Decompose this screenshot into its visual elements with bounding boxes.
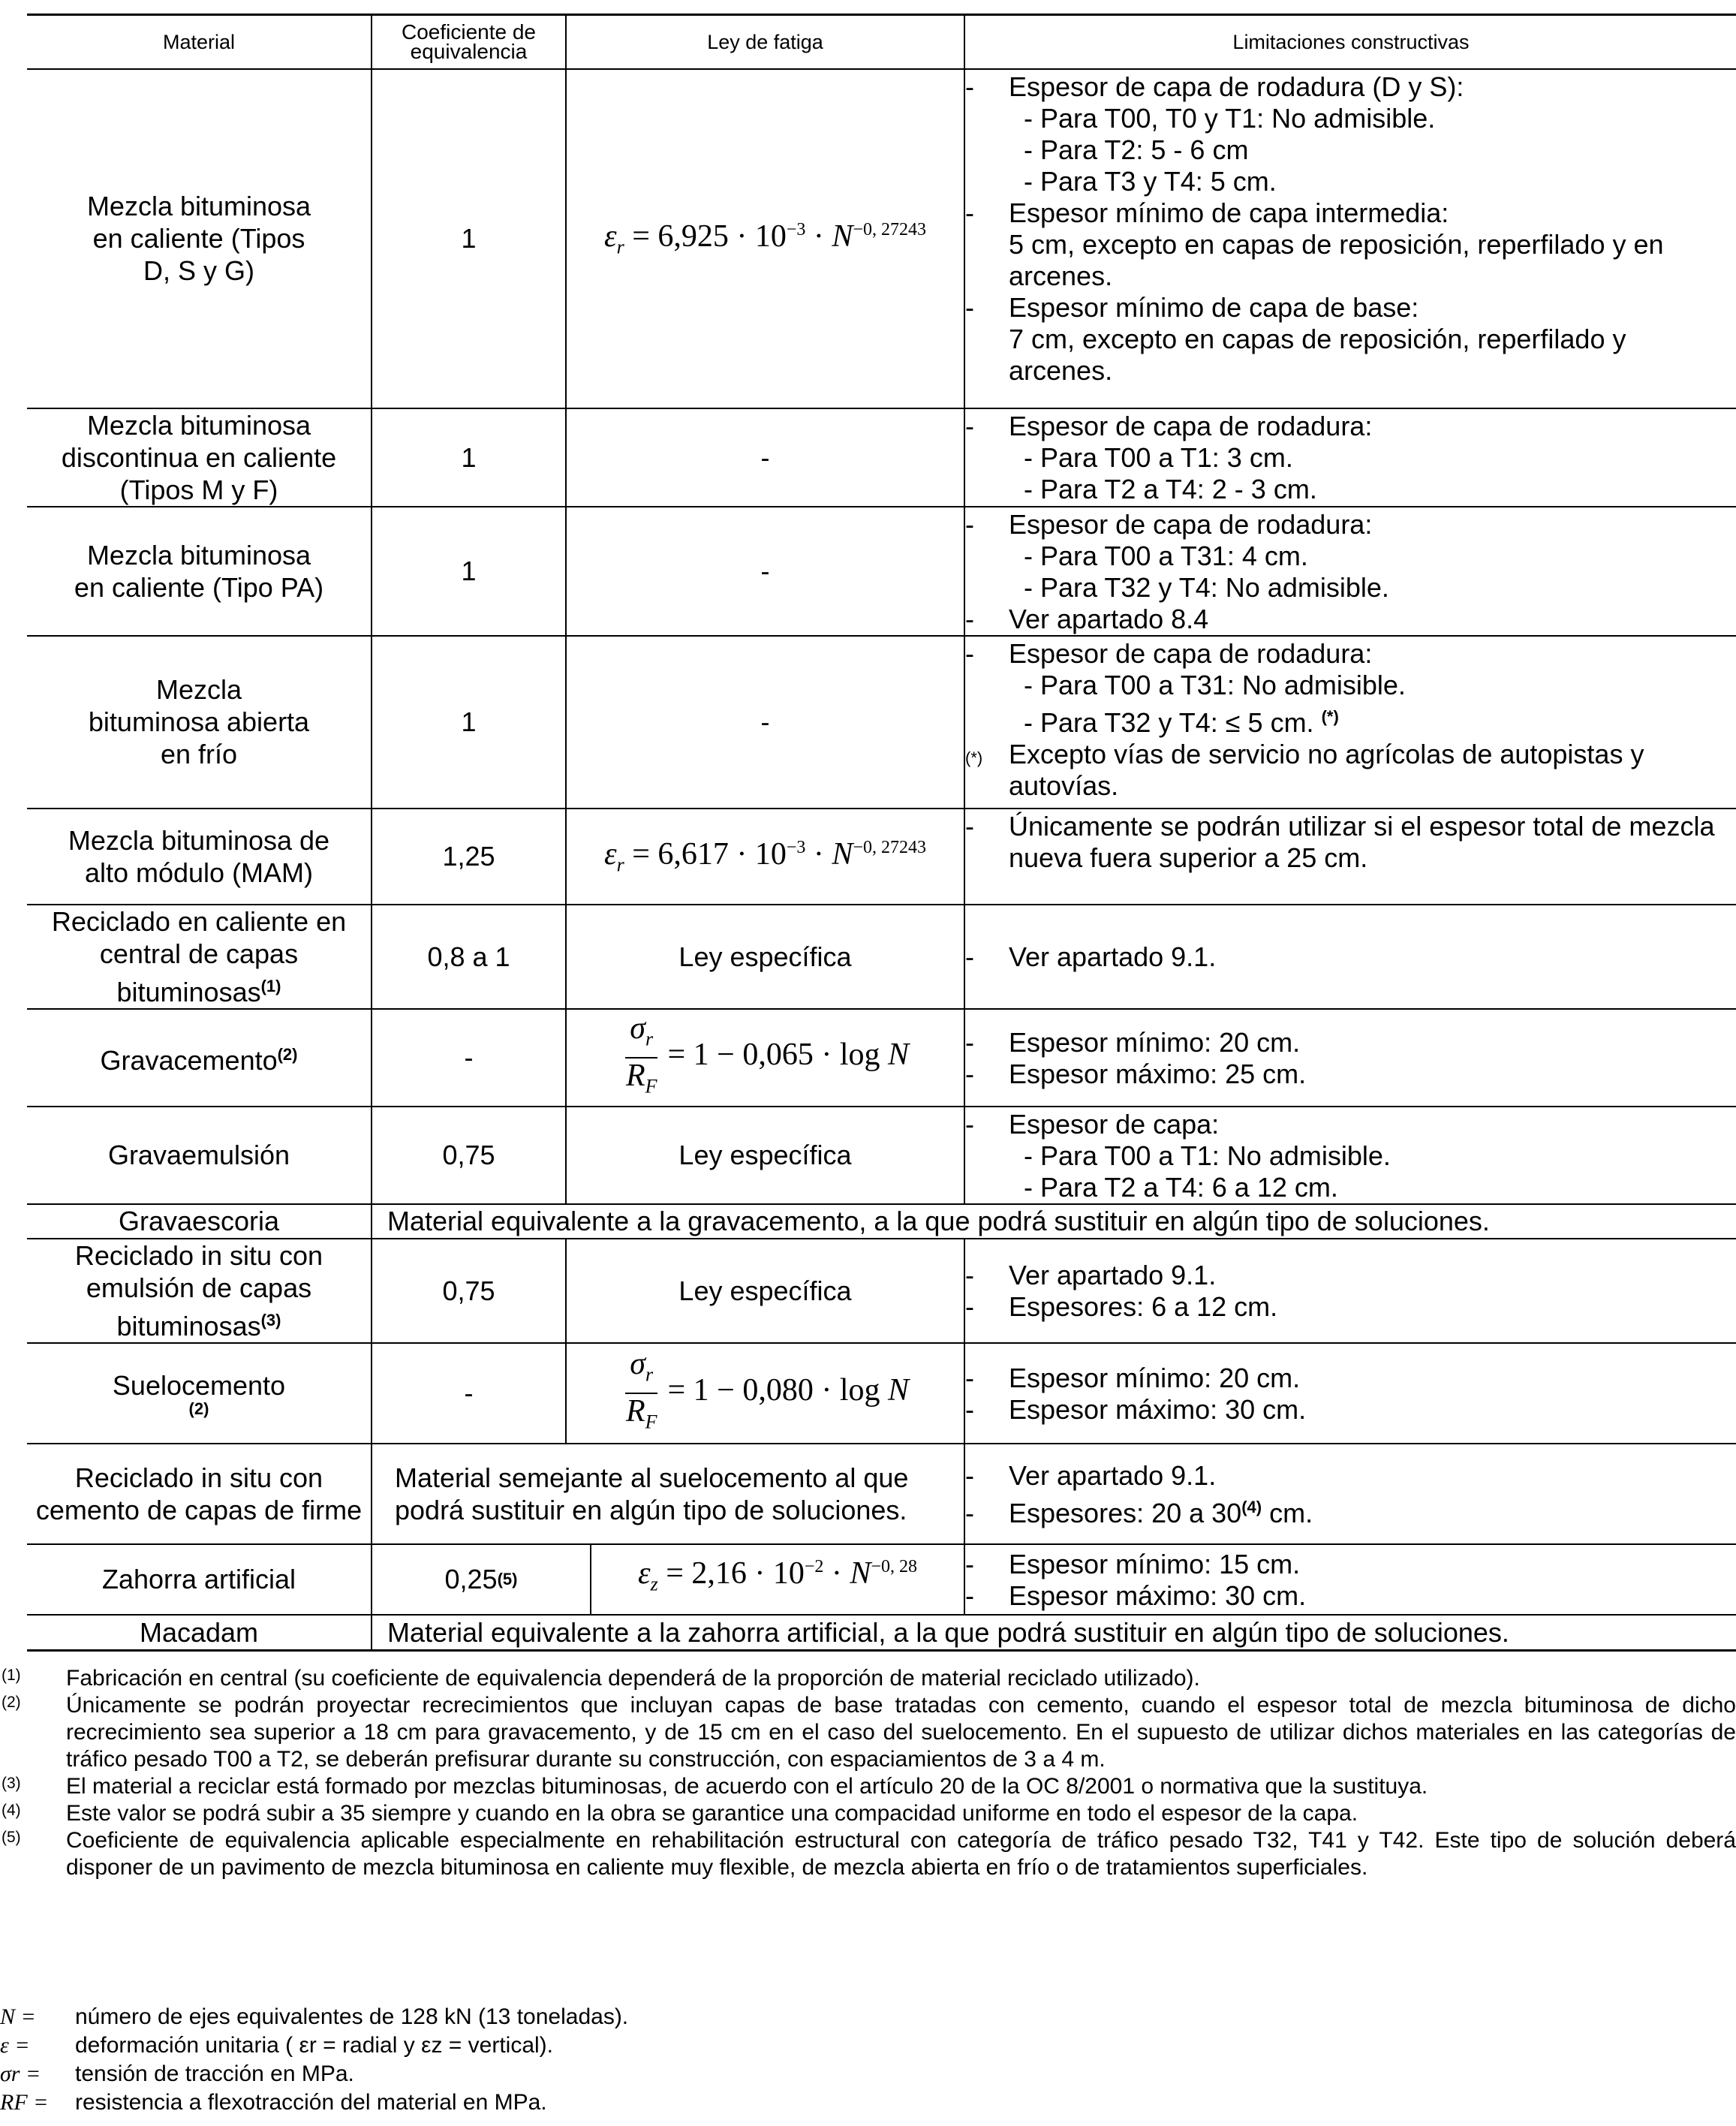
material-cell: Mezcla bituminosa discontinua en caliente (Tipos M y F) bbox=[27, 408, 372, 507]
footnote-text: Fabricación en central (su coeficiente de equivalencia dependerá de la proporción de material reciclado utilizado). bbox=[66, 1666, 1200, 1691]
limitation-line: 5 cm, excepto en capas de reposición, reperfilado y en arcenes. bbox=[1009, 228, 1664, 291]
table-row bbox=[27, 1009, 1736, 1107]
table-row bbox=[27, 1107, 1736, 1204]
definition-symbol: RF = bbox=[0, 2090, 49, 2115]
limitations-cell: - Espesor de capa de rodadura: - Para T00 a T31: No admisible. - Para T32 y T4: ≤ 5 cm. (*) (*) Excepto vías de servicio no agrícolas de autopistas y autovías. bbox=[964, 636, 1736, 809]
footnote bbox=[0, 1692, 1736, 1773]
span-cell: Material semejante al suelocemento al que podrá sustituir en algún tipo de soluciones. bbox=[372, 1444, 964, 1544]
fatigue-law-cell: - bbox=[566, 408, 964, 507]
definition-symbol: N = bbox=[0, 2004, 36, 2029]
limitation-line: - Para T00 a T31: No admisible. bbox=[1024, 669, 1406, 700]
fatigue-law-cell: - bbox=[566, 636, 964, 809]
limitation-line: Espesor de capa de rodadura: bbox=[1009, 508, 1373, 540]
footnote bbox=[0, 1773, 1736, 1800]
material-name: Reciclado in situ con emulsión de capas bituminosas bbox=[74, 1239, 323, 1342]
limitation-line: Espesor de capa de rodadura (D y S): bbox=[1009, 71, 1464, 102]
fatigue-law-cell: $\varepsilon_r = 6,925 \cdot 10^{-3} \cdot N^{-0, 27243}$ bbox=[566, 69, 964, 408]
limitation-line: - Para T3 y T4: 5 cm. bbox=[1024, 165, 1277, 197]
coef-cell: 0,75 bbox=[372, 1107, 566, 1204]
footnote-mark: (*) bbox=[965, 748, 983, 767]
coef-cell: 1 bbox=[372, 636, 566, 809]
footnotes bbox=[0, 1665, 1736, 1881]
table-row bbox=[27, 507, 1736, 636]
definition bbox=[0, 2003, 1736, 2031]
limitations-cell: - Espesor mínimo: 20 cm. - Espesor máximo: 25 cm. bbox=[964, 1009, 1736, 1107]
coef-value: 0,25 bbox=[444, 1564, 498, 1594]
limitation-line: - Para T32 y T4: ≤ 5 cm. bbox=[1024, 706, 1314, 738]
material-cell bbox=[27, 1239, 372, 1343]
limitation-line: - Para T2: 5 - 6 cm bbox=[1024, 134, 1249, 165]
limitations-cell: - Únicamente se podrán utilizar si el espesor total de mezcla nueva fuera superior a 25 cm. bbox=[964, 809, 1736, 905]
limitation-line: cm. bbox=[1269, 1497, 1313, 1528]
coef-cell: 0,8 a 1 bbox=[372, 905, 566, 1009]
footnote-number: (2) bbox=[2, 1694, 21, 1711]
table-row bbox=[27, 809, 1736, 905]
footnote-mark: (*) bbox=[1321, 706, 1339, 726]
table-header-row bbox=[27, 15, 1736, 69]
table-row bbox=[27, 69, 1736, 408]
limitations-cell: - Espesor mínimo: 15 cm. - Espesor máximo: 30 cm. bbox=[964, 1544, 1736, 1615]
limitation-line: - Para T00 a T1: No admisible. bbox=[1024, 1140, 1391, 1171]
definition-symbol: σr = bbox=[0, 2061, 41, 2086]
limitation-line: Ver apartado 9.1. bbox=[1009, 941, 1217, 972]
limitation-line: Espesor máximo: 30 cm. bbox=[1009, 1393, 1307, 1425]
definition-text: número de ejes equivalentes de 128 kN (13 toneladas). bbox=[75, 2004, 629, 2029]
limitations-cell: - Espesor de capa: - Para T00 a T1: No admisible. - Para T2 a T4: 6 a 12 cm. bbox=[964, 1107, 1736, 1204]
table-row bbox=[27, 1444, 1736, 1544]
limitations-cell: - Ver apartado 9.1. bbox=[964, 905, 1736, 1009]
fatigue-law-cell: Ley específica bbox=[566, 1107, 964, 1204]
footnote-text: El material a reciclar está formado por mezclas bituminosas, de acuerdo con el artículo 20 de la OC 8/2001 o normativa que la sustituya. bbox=[66, 1774, 1428, 1799]
footnote bbox=[0, 1800, 1736, 1827]
table-row bbox=[27, 1204, 1736, 1239]
definitions bbox=[0, 2003, 1736, 2117]
material-name: Suelocemento bbox=[112, 1370, 286, 1401]
limitation-line: - Para T00, T0 y T1: No admisible. bbox=[1024, 102, 1436, 134]
limitation-line: Ver apartado 9.1. bbox=[1009, 1459, 1217, 1491]
limitation-line: Ver apartado 9.1. bbox=[1009, 1260, 1217, 1290]
coef-law-cell bbox=[372, 1544, 964, 1615]
limitations-cell: - Espesor mínimo: 20 cm. - Espesor máximo: 30 cm. bbox=[964, 1343, 1736, 1444]
definition bbox=[0, 2088, 1736, 2117]
limitation-line: Espesor mínimo de capa intermedia: bbox=[1009, 197, 1449, 228]
coef-cell bbox=[372, 1545, 591, 1614]
header-ley: Ley de fatiga bbox=[566, 15, 964, 69]
definition bbox=[0, 2031, 1736, 2060]
limitation-line: Espesor de capa: bbox=[1009, 1108, 1220, 1140]
limitation-line: Espesor de capa de rodadura: bbox=[1009, 637, 1373, 669]
material-name: Reciclado en caliente en central de capas bituminosas bbox=[51, 905, 347, 1007]
limitation-line: Espesor mínimo de capa de base: bbox=[1009, 291, 1419, 323]
limitation-line: Espesores: 20 a 30 bbox=[1009, 1497, 1242, 1528]
header-material: Material bbox=[27, 15, 372, 69]
footnote-text: Únicamente se podrán proyectar recrecimientos que incluyan capas de base tratadas con cemento, cuando el espesor total de mezcla bituminosa de dicho recrecimiento sea superior a 18 cm para gravacemento, y de 15 cm en el caso del suelocemento. En el supuesto de utilizar dichos materiales en las categorías de tráfico pesado T00 a T2, se deberán prefisurar durante su construcción, con espaciamientos de 3 a 4 m. bbox=[66, 1693, 1736, 1772]
footnote-mark: (5) bbox=[497, 1570, 518, 1588]
fatigue-law-cell: $\frac{\sigma_r}{R_F}$ = 1 − 0,065 · log N bbox=[566, 1009, 964, 1107]
fatigue-law-cell: Ley específica bbox=[566, 905, 964, 1009]
footnote-number: (3) bbox=[2, 1775, 21, 1792]
coef-cell: 1 bbox=[372, 408, 566, 507]
footnote-number: (4) bbox=[2, 1802, 21, 1819]
limitations-cell: - Espesor de capa de rodadura: - Para T00 a T31: 4 cm. - Para T32 y T4: No admisible. - Ver apartado 8.4 bbox=[964, 507, 1736, 636]
footnote bbox=[0, 1665, 1736, 1692]
limitation-line: - Para T32 y T4: No admisible. bbox=[1024, 571, 1389, 603]
limitation-line: Únicamente se podrán utilizar si el espesor total de mezcla nueva fuera superior a 25 cm. bbox=[1009, 810, 1715, 873]
limitation-line: Espesor de capa de rodadura: bbox=[1009, 410, 1373, 441]
material-name: Gravacemento bbox=[100, 1045, 278, 1076]
material-cell: Zahorra artificial bbox=[27, 1544, 372, 1615]
limitation-line: Espesor máximo: 25 cm. bbox=[1009, 1058, 1307, 1089]
coef-cell: 1,25 bbox=[372, 809, 566, 905]
limitation-line: - Para T00 a T31: 4 cm. bbox=[1024, 540, 1308, 571]
definition-text: tensión de tracción en MPa. bbox=[75, 2061, 354, 2086]
definition-text: deformación unitaria ( εr = radial y εz = vertical). bbox=[75, 2033, 553, 2058]
material-cell: Gravaescoria bbox=[27, 1204, 372, 1239]
limitation-line: 7 cm, excepto en capas de reposición, reperfilado y arcenes. bbox=[1009, 323, 1626, 386]
coef-cell: 1 bbox=[372, 69, 566, 408]
footnote-mark: (1) bbox=[260, 976, 281, 995]
limitations-cell: - Ver apartado 9.1. - Espesores: 6 a 12 cm. bbox=[964, 1239, 1736, 1343]
material-cell: Mezcla bituminosa en caliente (Tipos D, S y G) bbox=[27, 69, 372, 408]
footnote-text: Coeficiente de equivalencia aplicable especialmente en rehabilitación estructural con categoría de tráfico pesado T32, T41 y T42. Este tipo de solución deberá disponer de un pavimento de mezcla bituminosa en caliente muy flexible, de mezcla abierta en frío o de tratamientos superficiales. bbox=[66, 1828, 1736, 1880]
material-cell bbox=[27, 1009, 372, 1107]
table-row bbox=[27, 1239, 1736, 1343]
definition bbox=[0, 2060, 1736, 2088]
limitation-line: Espesores: 6 a 12 cm. bbox=[1009, 1291, 1278, 1322]
footnote-mark: (4) bbox=[1241, 1497, 1262, 1516]
limitation-line: - Para T2 a T4: 6 a 12 cm. bbox=[1024, 1171, 1338, 1203]
limitation-line: Ver apartado 8.4 bbox=[1009, 603, 1209, 634]
footnote-mark: (2) bbox=[277, 1045, 298, 1064]
span-cell: Material equivalente a la zahorra artificial, a la que podrá sustituir en algún tipo de soluciones. bbox=[372, 1615, 1736, 1651]
fatigue-law-cell: $\varepsilon_r = 6,617 \cdot 10^{-3} \cdot N^{-0, 27243}$ bbox=[566, 809, 964, 905]
span-cell: Material equivalente a la gravacemento, a la que podrá sustituir en algún tipo de soluciones. bbox=[372, 1204, 1736, 1239]
materials-table bbox=[27, 14, 1736, 1652]
material-cell: Mezcla bituminosa en caliente (Tipo PA) bbox=[27, 507, 372, 636]
footnote bbox=[0, 1827, 1736, 1881]
fatigue-law-cell: Ley específica bbox=[566, 1239, 964, 1343]
limitations-cell: - Espesor de capa de rodadura: - Para T00 a T1: 3 cm. - Para T2 a T4: 2 - 3 cm. bbox=[964, 408, 1736, 507]
fatigue-law-cell: $\frac{\sigma_r}{R_F}$ = 1 − 0,080 · log N bbox=[566, 1343, 964, 1444]
coef-cell: - bbox=[372, 1343, 566, 1444]
material-cell: Gravaemulsión bbox=[27, 1107, 372, 1204]
limitation-line: - Para T2 a T4: 2 - 3 cm. bbox=[1024, 473, 1317, 504]
table-row bbox=[27, 636, 1736, 809]
limitations-cell: - Ver apartado 9.1. - Espesores: 20 a 30$^{(4)}$ cm. bbox=[964, 1444, 1736, 1544]
coef-cell: 1 bbox=[372, 507, 566, 636]
header-limitaciones: Limitaciones constructivas bbox=[964, 15, 1736, 69]
table-row bbox=[27, 1615, 1736, 1651]
table-row bbox=[27, 1544, 1736, 1615]
limitation-line: Espesor mínimo: 20 cm. bbox=[1009, 1026, 1301, 1058]
limitation-line: - Para T00 a T1: 3 cm. bbox=[1024, 441, 1293, 473]
limitations-cell: - Espesor de capa de rodadura (D y S): - Para T00, T0 y T1: No admisible. - Para T2: 5 - 6 cm - Para T3 y T4: 5 cm. - Espesor mínimo de capa intermedia: 5 cm, excepto en capas de reposición, reperfilado y en arcenes. - Espesor mínimo de capa de base: 7 cm, excepto en capas de reposición, reperfilado y arcenes. bbox=[964, 69, 1736, 408]
definition-symbol: ε = bbox=[0, 2033, 30, 2058]
footnote-number: (1) bbox=[2, 1667, 21, 1684]
footnote-mark: (3) bbox=[260, 1310, 281, 1330]
material-cell: Macadam bbox=[27, 1615, 372, 1651]
table-row bbox=[27, 905, 1736, 1009]
footnote-text: Este valor se podrá subir a 35 siempre y cuando en la obra se garantice una compacidad uniforme en todo el espesor de la capa. bbox=[66, 1801, 1358, 1826]
material-cell: Reciclado in situ con cemento de capas de firme bbox=[27, 1444, 372, 1544]
footnote-mark: (2) bbox=[188, 1399, 209, 1418]
footnote-number: (5) bbox=[2, 1829, 21, 1846]
limitation-line: Espesor máximo: 30 cm. bbox=[1009, 1579, 1307, 1611]
limitation-line: Excepto vías de servicio no agrícolas de autopistas y autovías. bbox=[1009, 738, 1644, 801]
table-row bbox=[27, 1343, 1736, 1444]
material-cell: Mezcla bituminosa de alto módulo (MAM) bbox=[27, 809, 372, 905]
limitation-line: Espesor mínimo: 15 cm. bbox=[1009, 1548, 1301, 1579]
header-coeficiente: Coeficiente de equivalencia bbox=[372, 15, 566, 69]
definition-text: resistencia a flexotracción del material en MPa. bbox=[75, 2090, 547, 2115]
coef-cell: 0,75 bbox=[372, 1239, 566, 1343]
coef-cell: - bbox=[372, 1009, 566, 1107]
fatigue-law-cell: $\varepsilon_z = 2,16 \cdot 10^{-2} \cdot N^{-0, 28}$ bbox=[638, 1556, 917, 1595]
limitation-line: Espesor mínimo: 20 cm. bbox=[1009, 1362, 1301, 1393]
material-cell: Mezcla bituminosa abierta en frío bbox=[27, 636, 372, 809]
table-row bbox=[27, 408, 1736, 507]
fatigue-law-cell: - bbox=[566, 507, 964, 636]
material-cell bbox=[27, 905, 372, 1009]
material-cell bbox=[27, 1343, 372, 1444]
